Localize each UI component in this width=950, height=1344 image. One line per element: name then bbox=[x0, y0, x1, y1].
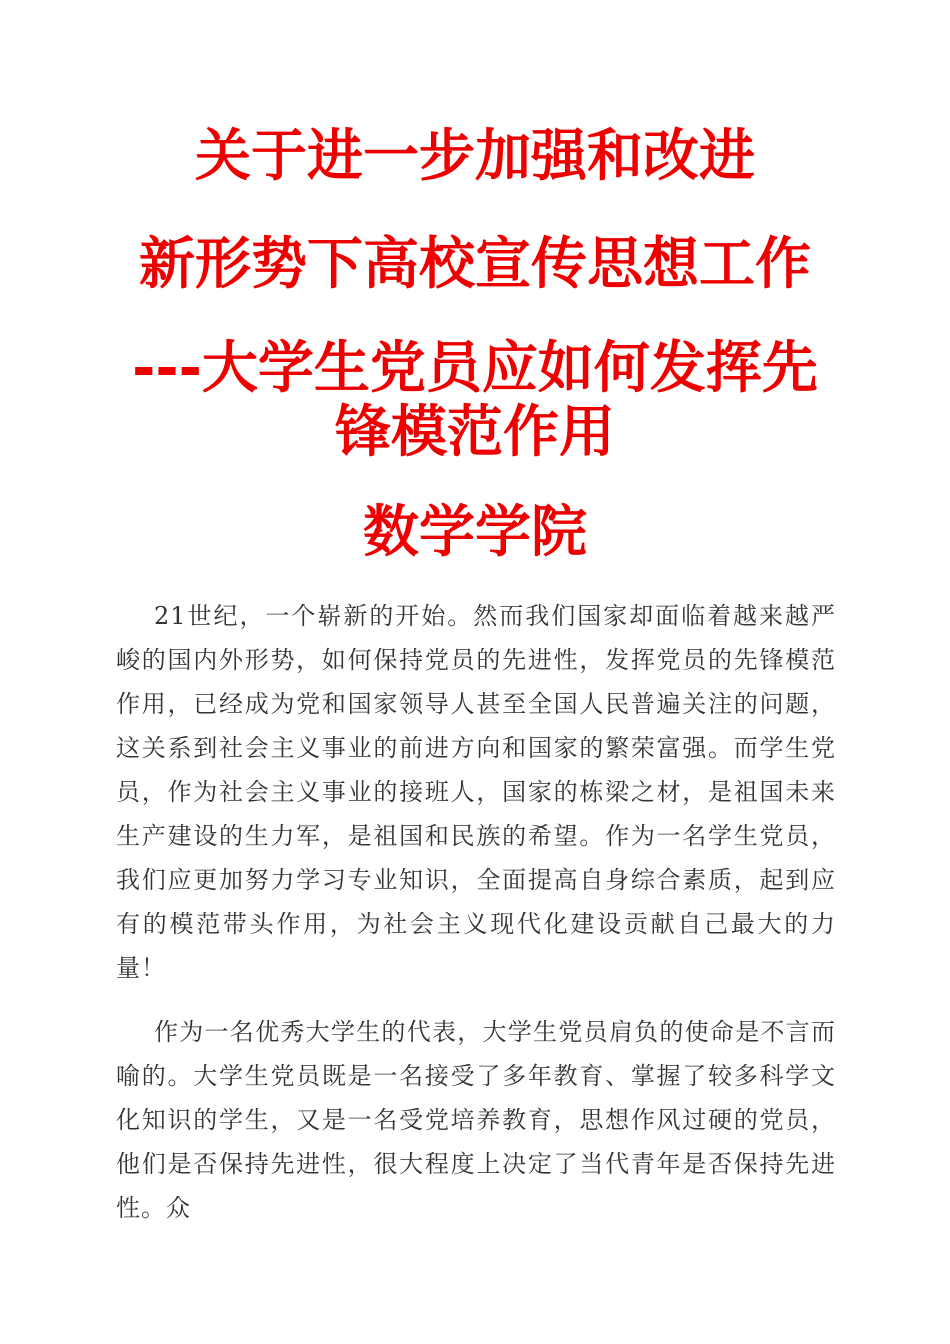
body-paragraph-1: 21世纪，一个崭新的开始。然而我们国家却面临着越来越严峻的国内外形势，如何保持党员的先进性，发挥党员的先锋模范作用，已经成为党和国家领导人甚至全国人民普遍关注的问题，这关系到社会主义事业的前进方向和国家的繁荣富强。而学生党员，作为社会主义事业的接班人，国家的栋梁之材，是祖国未来生产建设的生力军，是祖国和民族的希望。作为一名学生党员，我们应更加努力学习专业知识，全面提高自身综合素质，起到应有的模范带头作用，为社会主义现代化建设贡献自己最大的力量！ bbox=[116, 602, 836, 982]
title-line-3: ---大学生党员应如何发挥先 bbox=[132, 336, 818, 401]
title-line-4: 锋模范作用 bbox=[335, 400, 615, 465]
title-line-5-department: 数学学院 bbox=[363, 500, 587, 565]
title-line-2: 新形势下高校宣传思想工作 bbox=[139, 232, 811, 297]
title-line-1: 关于进一步加强和改进 bbox=[195, 124, 755, 189]
body-paragraph-2: 作为一名优秀大学生的代表，大学生党员肩负的使命是不言而喻的。大学生党员既是一名接受了多年教育、掌握了较多科学文化知识的学生，又是一名受党培养教育，思想作风过硬的党员，他们是否保持先进性，很大程度上决定了当代青年是否保持先进性。众 bbox=[116, 1018, 836, 1222]
